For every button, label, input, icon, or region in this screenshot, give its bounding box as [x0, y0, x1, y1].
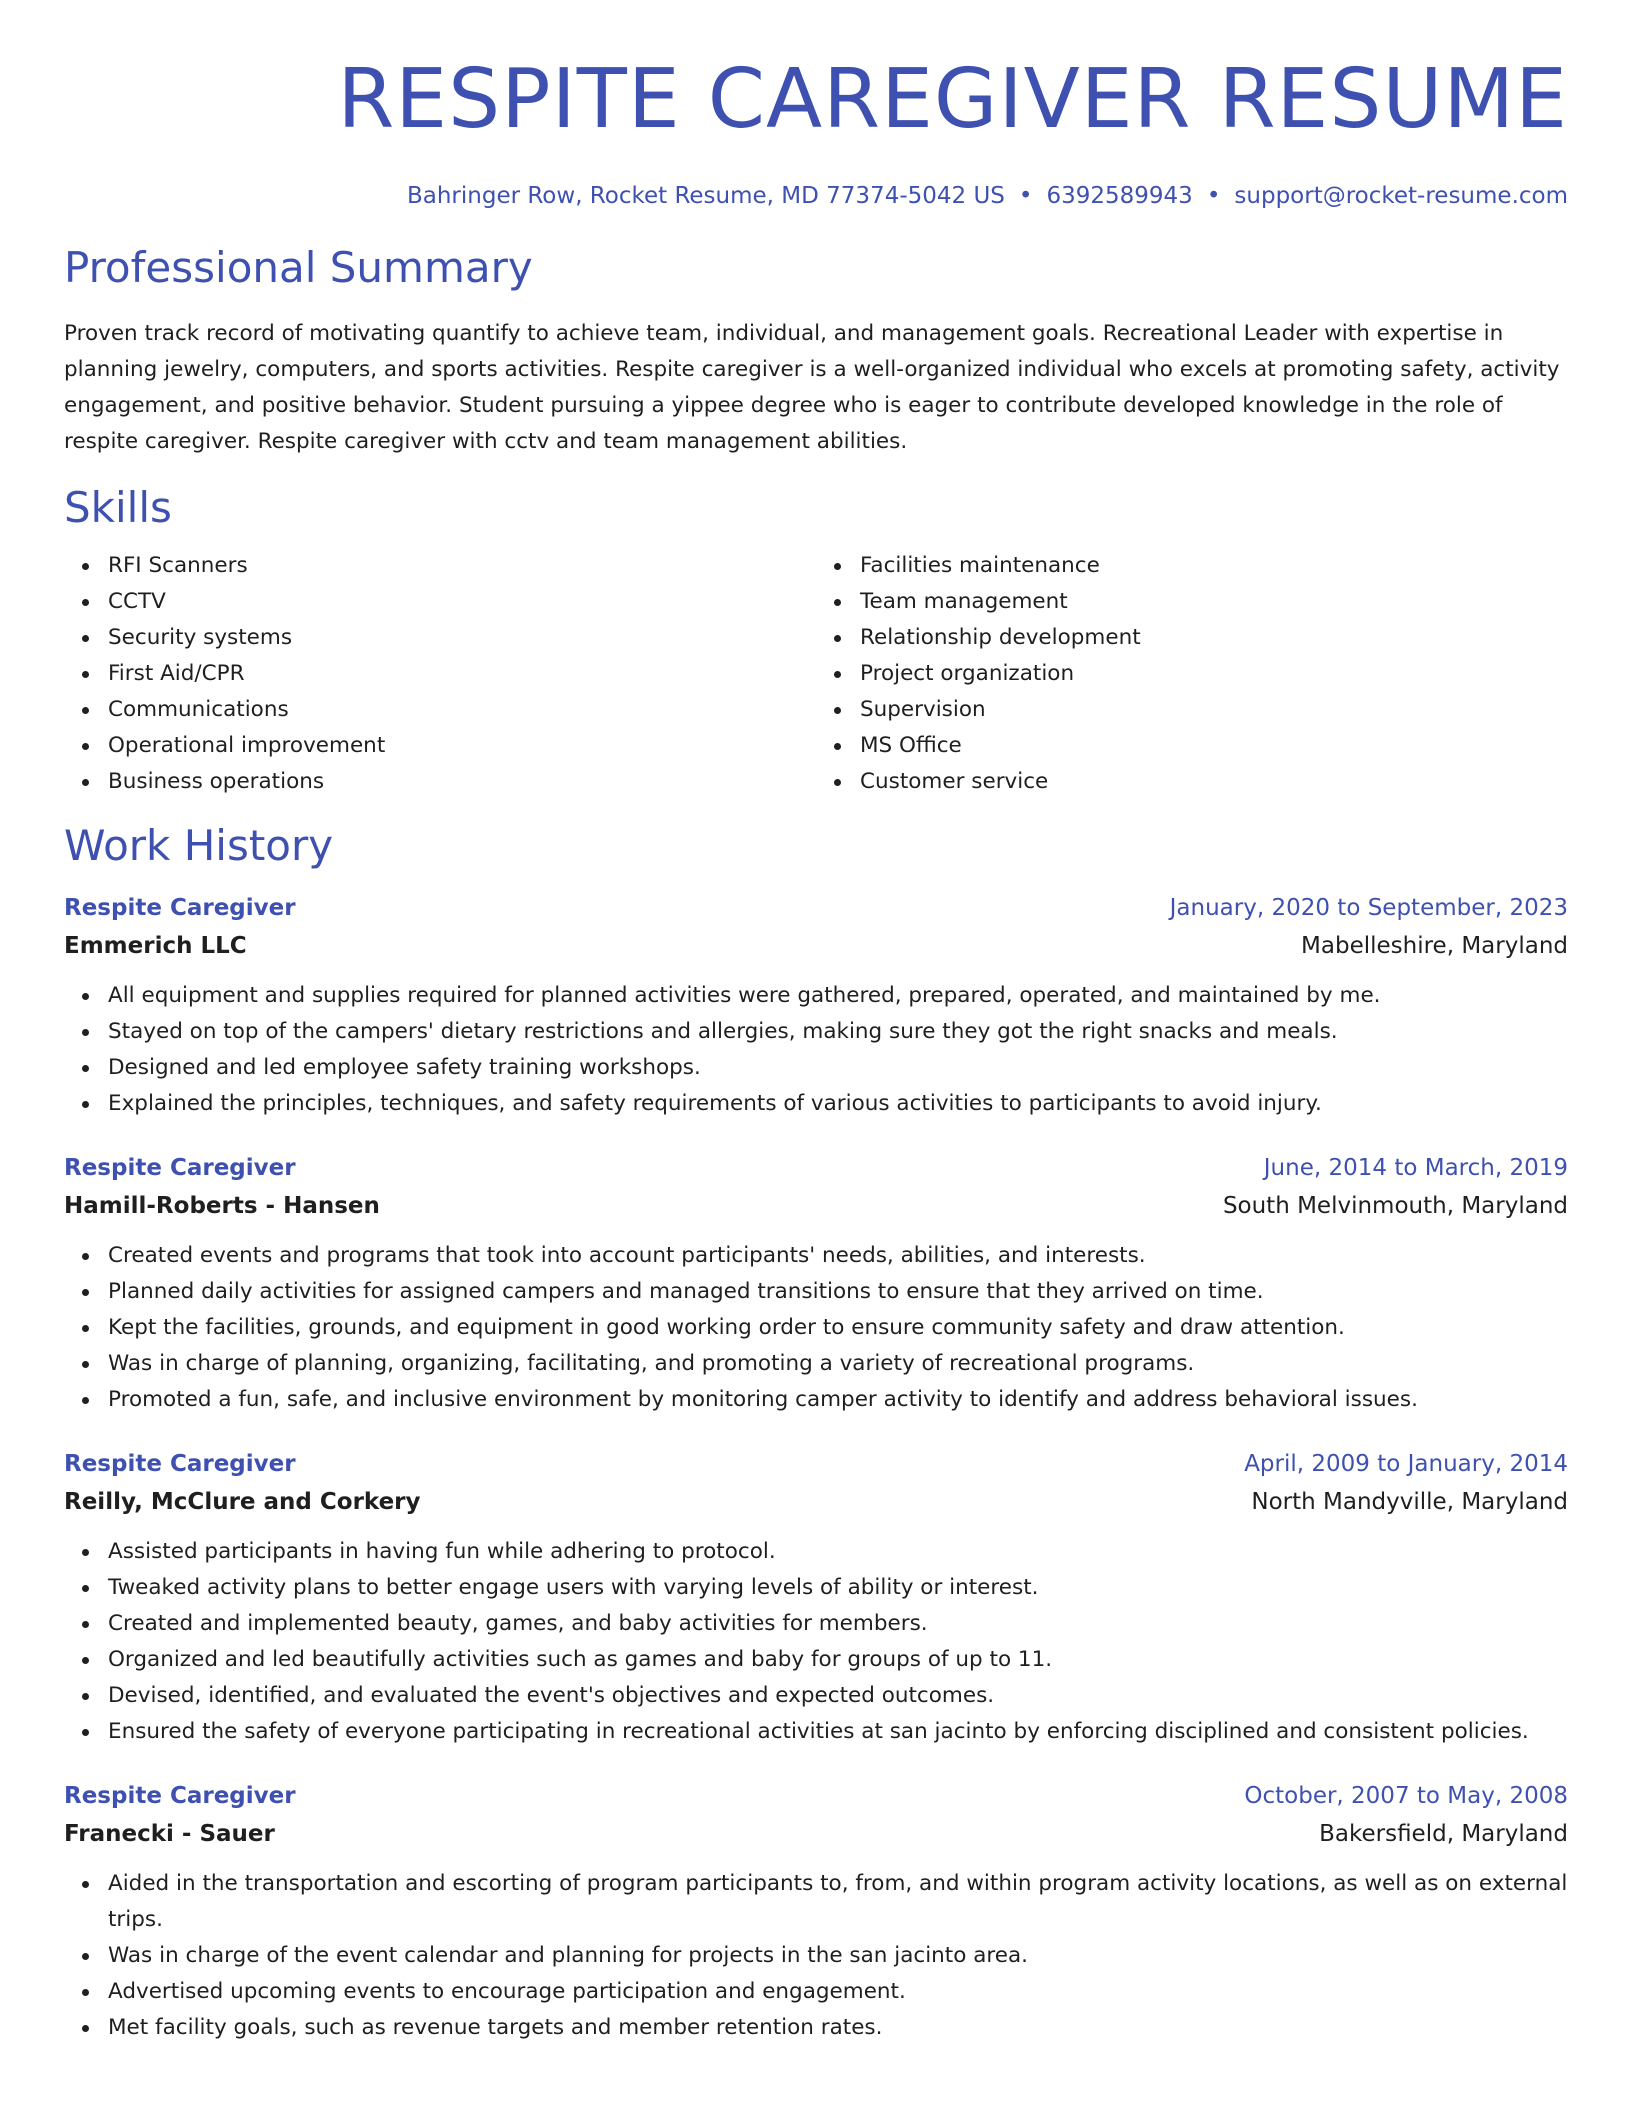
job-bullet: Was in charge of planning, organizing, facilitating, and promoting a variety of recreational programs. — [108, 1346, 1568, 1382]
job-location: South Melvinmouth, Maryland — [1222, 1193, 1568, 1219]
job-bullet: Assisted participants in having fun while adhering to protocol. — [108, 1534, 1568, 1570]
skill-item: Supervision — [860, 692, 1568, 728]
resume-header — [64, 0, 1568, 212]
job-entry — [64, 1778, 1568, 2046]
job-entry — [64, 1446, 1568, 1750]
job-title: Respite Caregiver — [64, 1155, 296, 1181]
job-bullets — [64, 978, 1568, 1122]
contact-phone: 6392589943 — [1046, 183, 1193, 209]
skill-item: Relationship development — [860, 620, 1568, 656]
skill-item: Business operations — [108, 764, 816, 800]
skill-item: CCTV — [108, 584, 816, 620]
job-company: Franecki - Sauer — [64, 1821, 275, 1847]
summary-text: Proven track record of motivating quantify to achieve team, individual, and management goals. Recreational Leader with expertise in planning jewelry, computers, and sports activities. Respite caregiver is a well-organized individual who excels at promoting safety, activity engagement, and positive behavior. Student pursuing a yippee degree who is eager to contribute developed knowledge in the role of respite caregiver. Respite caregiver with cctv and team management abilities. — [64, 321, 1560, 454]
job-bullet: Created events and programs that took into account participants' needs, abilities, and interests. — [108, 1238, 1568, 1274]
section-heading-summary: Professional Summary — [64, 243, 533, 292]
skill-item: Customer service — [860, 764, 1568, 800]
contact-line — [64, 180, 1568, 212]
job-bullet: Organized and led beautifully activities such as games and baby for groups of up to 11. — [108, 1642, 1568, 1678]
job-bullets — [64, 1238, 1568, 1418]
job-company: Emmerich LLC — [64, 933, 247, 959]
skill-item: Project organization — [860, 656, 1568, 692]
skill-item: First Aid/CPR — [108, 656, 816, 692]
section-heading-skills: Skills — [64, 483, 172, 532]
job-bullet: All equipment and supplies required for planned activities were gathered, prepared, operated, and maintained by me. — [108, 978, 1568, 1014]
job-bullet: Was in charge of the event calendar and planning for projects in the san jacinto area. — [108, 1938, 1568, 1974]
job-entry — [64, 1150, 1568, 1418]
job-bullet: Created and implemented beauty, games, and baby activities for members. — [108, 1606, 1568, 1642]
job-bullet: Advertised upcoming events to encourage participation and engagement. — [108, 1974, 1568, 2010]
job-bullet: Kept the facilities, grounds, and equipment in good working order to ensure community safety and draw attention. — [108, 1310, 1568, 1346]
skills-column-right — [816, 548, 1568, 800]
skills-column-left — [64, 548, 816, 800]
job-bullet: Met facility goals, such as revenue targets and member retention rates. — [108, 2010, 1568, 2046]
contact-email[interactable]: support@rocket-resume.com — [1234, 183, 1568, 209]
contact-separator: • — [1018, 183, 1033, 209]
resume-title: RESPITE CAREGIVER RESUME — [337, 52, 1568, 147]
job-title: Respite Caregiver — [64, 1783, 296, 1809]
section-heading-work-history: Work History — [64, 821, 334, 870]
skill-item: Facilities maintenance — [860, 548, 1568, 584]
skills-section — [64, 482, 1568, 800]
job-bullets — [64, 1534, 1568, 1750]
skills-grid — [64, 548, 1568, 800]
skill-item: Security systems — [108, 620, 816, 656]
job-bullet: Aided in the transportation and escorting of program participants to, from, and within program activity locations, as well as on external trips. — [108, 1866, 1568, 1938]
job-entry — [64, 890, 1568, 1122]
job-dates: April, 2009 to January, 2014 — [1244, 1451, 1568, 1477]
work-history-section — [64, 820, 1568, 2046]
job-bullet: Promoted a fun, safe, and inclusive environment by monitoring camper activity to identify and address behavioral issues. — [108, 1382, 1568, 1418]
job-bullets — [64, 1866, 1568, 2046]
job-bullet: Explained the principles, techniques, and safety requirements of various activities to participants to avoid injury. — [108, 1086, 1568, 1122]
job-title: Respite Caregiver — [64, 895, 296, 921]
skill-item: Communications — [108, 692, 816, 728]
contact-separator: • — [1206, 183, 1221, 209]
professional-summary-section — [64, 242, 1568, 460]
job-company: Hamill-Roberts - Hansen — [64, 1193, 380, 1219]
job-bullet: Stayed on top of the campers' dietary restrictions and allergies, making sure they got the right snacks and meals. — [108, 1014, 1568, 1050]
job-location: North Mandyville, Maryland — [1251, 1489, 1568, 1515]
job-dates: January, 2020 to September, 2023 — [1169, 895, 1568, 921]
job-bullet: Devised, identified, and evaluated the event's objectives and expected outcomes. — [108, 1678, 1568, 1714]
job-dates: October, 2007 to May, 2008 — [1244, 1783, 1568, 1809]
job-dates: June, 2014 to March, 2019 — [1263, 1155, 1568, 1181]
job-company: Reilly, McClure and Corkery — [64, 1489, 421, 1515]
skill-item: MS Office — [860, 728, 1568, 764]
job-bullet: Planned daily activities for assigned campers and managed transitions to ensure that they arrived on time. — [108, 1274, 1568, 1310]
skill-item: Team management — [860, 584, 1568, 620]
job-location: Mabelleshire, Maryland — [1301, 933, 1568, 959]
job-bullet: Ensured the safety of everyone participating in recreational activities at san jacinto by enforcing disciplined and consistent policies. — [108, 1714, 1568, 1750]
skill-item: Operational improvement — [108, 728, 816, 764]
job-location: Bakersfield, Maryland — [1319, 1821, 1568, 1847]
skill-item: RFI Scanners — [108, 548, 816, 584]
contact-address: Bahringer Row, Rocket Resume, MD 77374-5042 US — [406, 183, 1005, 209]
job-bullet: Designed and led employee safety training workshops. — [108, 1050, 1568, 1086]
job-title: Respite Caregiver — [64, 1451, 296, 1477]
job-bullet: Tweaked activity plans to better engage users with varying levels of ability or interest. — [108, 1570, 1568, 1606]
